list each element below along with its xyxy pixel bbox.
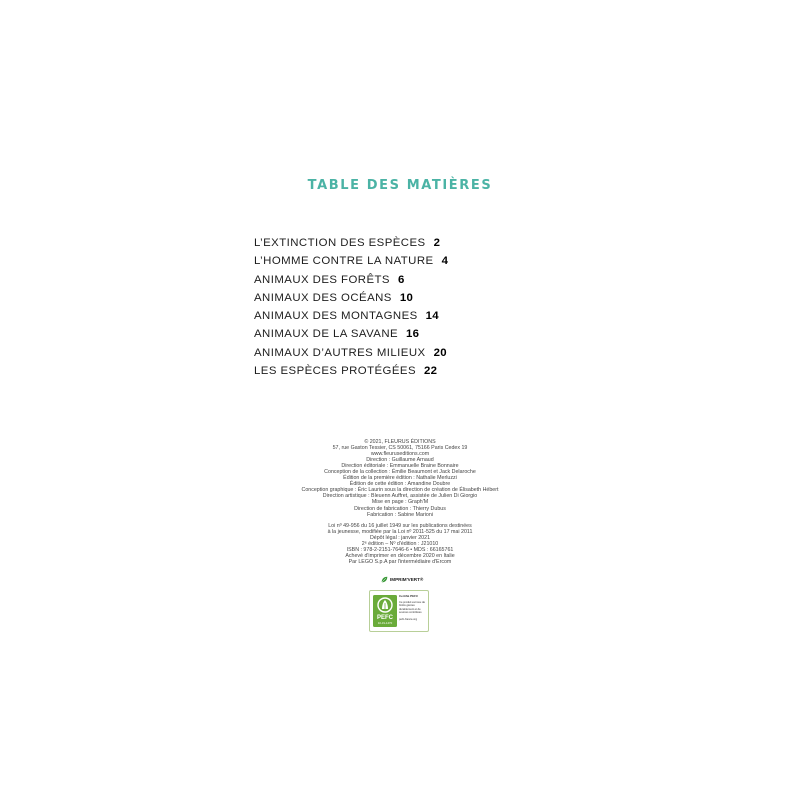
- toc-entry-page: 6: [397, 273, 405, 286]
- toc-entry-page: 20: [433, 346, 447, 359]
- toc-entry-page: 4: [441, 255, 449, 268]
- pefc-website: pefc-france.org: [399, 617, 418, 621]
- credit-line: Conception graphique : Éric Laurin sous la direction de création de Élisabeth Hébert: [301, 487, 499, 494]
- toc-entry-label: ANIMAUX DES OCÉANS: [254, 291, 392, 304]
- pefc-body: Ce produit est issu de forêts gérées durablement et de sources contrôlées: [399, 600, 425, 614]
- imprim-vert-badge: [381, 576, 423, 583]
- leaf-icon: [381, 576, 388, 583]
- toc-entry-label: L’EXTINCTION DES ESPÈCES: [254, 237, 426, 249]
- pefc-certification: [369, 590, 429, 632]
- toc-list: [254, 234, 448, 380]
- toc-entry-label: ANIMAUX DES MONTAGNES: [254, 310, 418, 323]
- credit-line: Édition de cette édition : Amandine Doubre: [349, 481, 451, 488]
- legal-line: Achevé d'imprimer en décembre 2020 en Italie: [345, 552, 455, 559]
- toc-entry: [254, 289, 448, 307]
- toc-entry-page: 2: [433, 237, 441, 249]
- toc-entry: [254, 344, 448, 362]
- pefc-logo-code: 10-31-1470: [377, 621, 393, 625]
- toc-title: TABLE DES MATIÈRES: [307, 178, 493, 193]
- toc-entry: [254, 234, 448, 252]
- toc-entry-page: 14: [425, 310, 439, 323]
- toc-entry: [254, 307, 448, 325]
- legal-line: ISBN : 978-2-2151-7646-6 • MDS : 66165761: [346, 546, 454, 553]
- toc-entry-label: ANIMAUX D’AUTRES MILIEUX: [254, 346, 426, 359]
- toc-entry: [254, 362, 448, 380]
- legal-line: Loi nº 49-956 du 16 juillet 1949 sur les publications destinées: [328, 522, 472, 529]
- credit-line: © 2021, FLEURUS ÉDITIONS: [364, 439, 436, 445]
- credit-line: Mise en page : Graph'M: [371, 499, 429, 506]
- credit-line: 57, rue Gaston Tessier, CS 50061, 75166 Paris Cedex 19: [332, 445, 468, 452]
- credit-line: Direction de fabrication : Thierry Dubus: [354, 505, 446, 512]
- pefc-text: [399, 595, 426, 621]
- legal-line: Dépôt légal : janvier 2021: [369, 534, 431, 541]
- legal-line: à la jeunesse, modifiée par la Loi nº 2011-525 du 17 mai 2011: [327, 528, 473, 535]
- toc-entry-label: ANIMAUX DE LA SAVANE: [254, 328, 399, 341]
- toc-entry: [254, 252, 448, 270]
- pefc-logo-text: PEFC: [376, 615, 394, 621]
- toc-entry-page: 10: [399, 291, 414, 304]
- colophon: [250, 439, 550, 565]
- imprim-vert-label: IMPRIM'VERT®: [390, 577, 424, 582]
- toc-entry: [254, 325, 448, 343]
- credit-line: Édition de la première édition : Nathalie Merluzzi: [343, 475, 457, 482]
- credit-line: Fabrication : Sabine Marioni: [367, 511, 433, 518]
- pefc-heading: Certifié PEFC: [399, 594, 419, 598]
- pefc-logo: [373, 595, 397, 627]
- credit-line: Direction : Guillaume Arnaud: [366, 457, 434, 464]
- toc-entry-page: 22: [424, 365, 438, 378]
- legal-line: Par LEGO S.p.A par l'intermédiaire d'Ercom: [348, 558, 452, 565]
- credit-line: Direction éditoriale : Emmanuelle Braine Bonnaire: [341, 463, 459, 470]
- toc-entry-label: ANIMAUX DES FORÊTS: [254, 273, 390, 286]
- toc-entry-label: LES ESPÈCES PROTÉGÉES: [254, 365, 417, 378]
- credit-line: www.fleuruseditions.com: [370, 451, 430, 458]
- toc-entry-page: 16: [406, 328, 420, 341]
- credit-line: Direction artistique : Bleuenn Auffret, assistée de Julien Di Giorgio: [322, 493, 478, 500]
- credit-line: Conception de la collection : Émilie Beaumont et Jack Delaroche: [324, 469, 476, 476]
- legal-line: 2ᵉ édition – Nº d'édition : J21010: [361, 540, 439, 547]
- toc-entry: [254, 271, 448, 289]
- toc-entry-label: L’HOMME CONTRE LA NATURE: [254, 255, 434, 268]
